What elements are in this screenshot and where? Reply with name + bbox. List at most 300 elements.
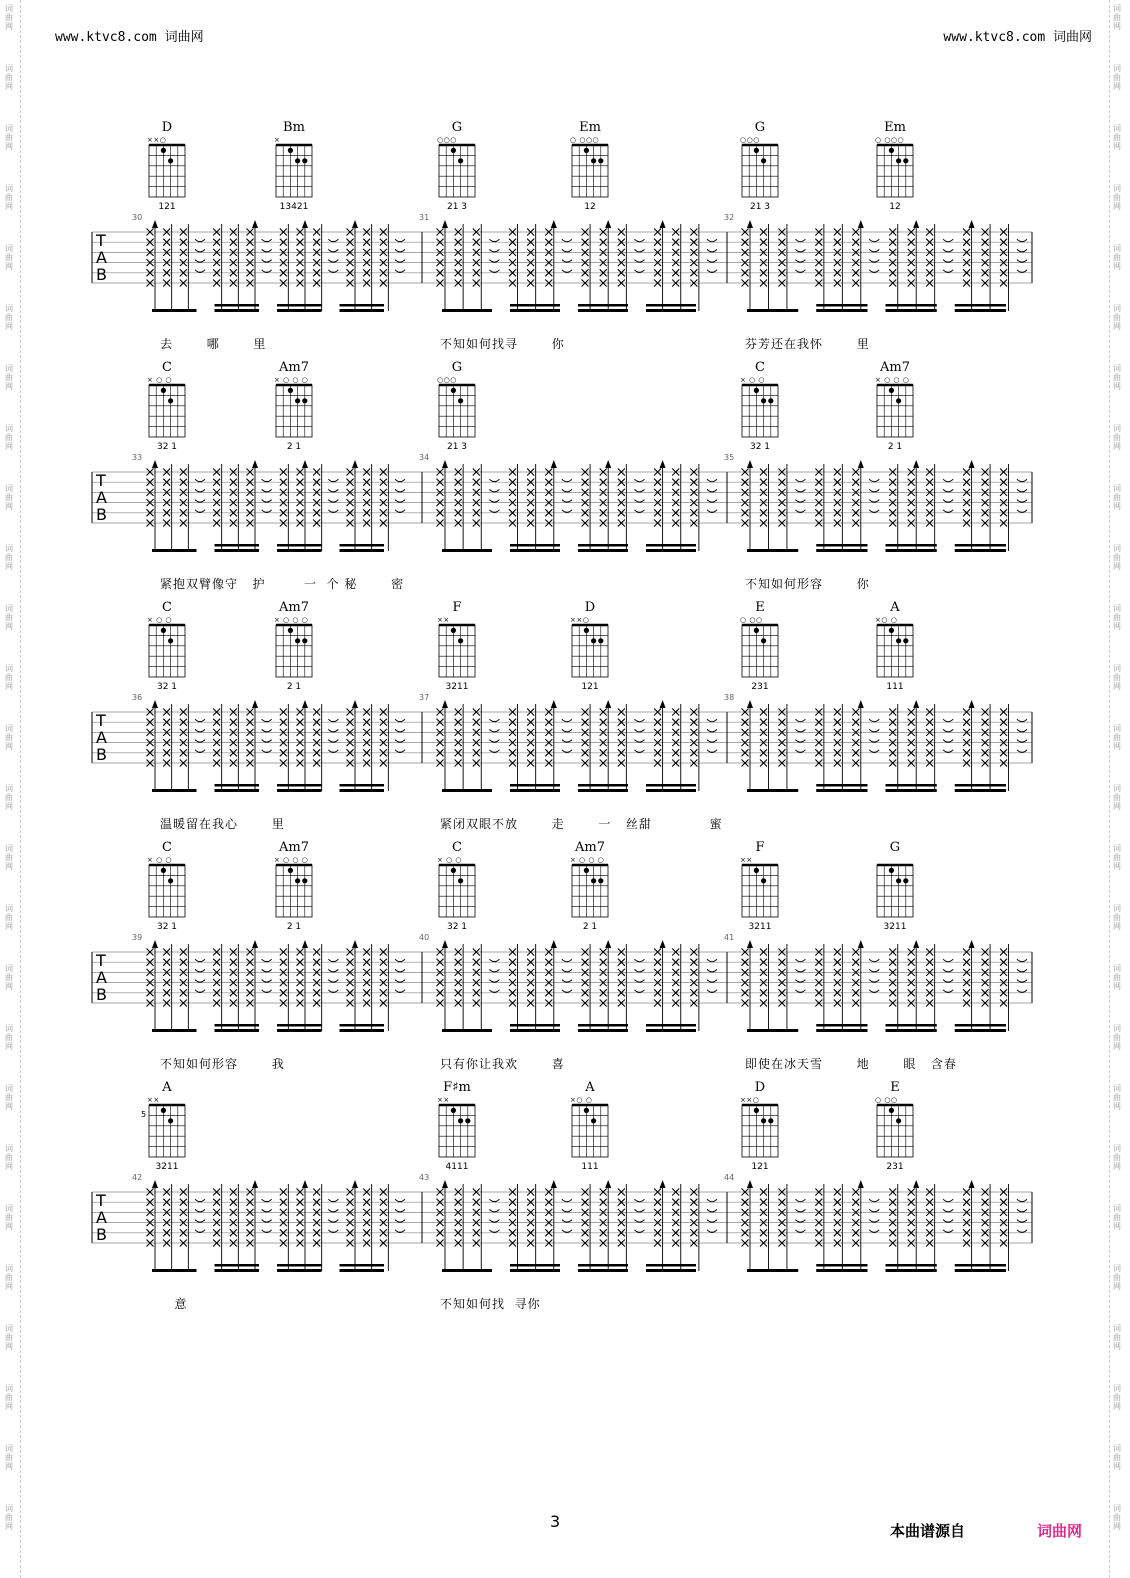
strum-column	[213, 224, 222, 311]
strum-column	[213, 704, 222, 791]
chord-diagram	[147, 600, 185, 692]
tie-mark	[328, 239, 338, 242]
beam	[955, 549, 1006, 552]
beam	[816, 309, 867, 312]
tie-mark	[195, 959, 205, 962]
watermark-text: 词 曲 网	[1113, 544, 1121, 571]
beam	[442, 1029, 492, 1032]
measure-number: 44	[724, 1173, 735, 1182]
strum-column	[280, 224, 289, 311]
strum-column	[1000, 464, 1009, 551]
watermark-text: 词 曲 网	[5, 1084, 13, 1111]
tie-mark	[395, 990, 405, 993]
strum-column	[654, 1180, 666, 1271]
lyric-line: 不知如何形容 你	[745, 577, 870, 591]
watermark-text: 词 曲 网	[1113, 244, 1121, 271]
chord-finger-dot	[889, 148, 894, 153]
beam	[152, 789, 197, 792]
chord-name: G	[889, 840, 901, 855]
strum-column	[795, 239, 805, 272]
measure-number: 42	[132, 1173, 143, 1182]
tie-mark	[795, 1230, 805, 1233]
tie-mark	[943, 270, 953, 273]
strum-column	[437, 940, 449, 1031]
tie-mark	[489, 740, 499, 743]
strum-arrow	[152, 460, 158, 468]
tie-mark	[634, 750, 644, 753]
tie-mark	[395, 1230, 405, 1233]
chord-grid	[572, 865, 608, 917]
tie-mark	[869, 719, 879, 722]
strum-column	[545, 460, 557, 551]
strum-column	[163, 1184, 172, 1271]
beam	[646, 1024, 696, 1027]
chord-diagram	[274, 840, 312, 932]
beam	[510, 789, 560, 792]
tie-mark	[1017, 249, 1027, 252]
chord-fingering: 121	[158, 202, 176, 212]
strum-column	[982, 944, 991, 1031]
strum-column	[963, 940, 975, 1031]
tie-mark	[795, 270, 805, 273]
strum-column	[562, 239, 572, 272]
beam	[215, 1029, 260, 1032]
strum-arrow	[302, 220, 308, 228]
chord-diagram	[740, 1080, 778, 1172]
chord-name: Bm	[283, 120, 305, 135]
chord-open-marks: × ○ ○	[147, 856, 173, 864]
strum-column	[437, 700, 449, 791]
watermark-text: 词 曲 网	[1113, 1324, 1121, 1351]
strum-column	[180, 704, 189, 791]
chord-finger-dot	[903, 878, 908, 883]
tie-mark	[707, 510, 717, 513]
tie-mark	[262, 1220, 272, 1223]
strum-column	[943, 959, 953, 992]
tie-mark	[634, 500, 644, 503]
chord-grid	[149, 625, 185, 677]
tie-mark	[1017, 239, 1027, 242]
watermark-text: 词 曲 网	[1113, 784, 1121, 811]
chord-finger-dot	[161, 868, 166, 873]
chord-fret-number: 5	[141, 1110, 147, 1119]
chord-finger-dot	[451, 388, 456, 393]
tie-mark	[562, 1220, 572, 1223]
strum-column	[195, 479, 205, 512]
strum-column	[742, 700, 754, 791]
tie-mark	[634, 1209, 644, 1212]
strum-column	[1017, 479, 1027, 512]
tie-mark	[489, 729, 499, 732]
strum-column	[509, 944, 518, 1031]
strum-column	[328, 239, 338, 272]
strum-column	[545, 940, 557, 1031]
beam	[215, 784, 260, 787]
strum-column	[545, 1180, 557, 1271]
tie-mark	[328, 249, 338, 252]
tie-mark	[869, 750, 879, 753]
chord-open-marks: × ○ ○	[147, 376, 173, 384]
strum-column	[380, 944, 389, 1031]
strum-arrow	[747, 940, 753, 948]
chord-fingering: 111	[886, 682, 904, 692]
beam	[886, 544, 937, 547]
beam	[340, 1029, 385, 1032]
tie-mark	[707, 239, 717, 242]
chord-finger-dot	[903, 638, 908, 643]
strum-arrow	[858, 220, 864, 228]
tie-mark	[395, 239, 405, 242]
strum-arrow	[442, 460, 448, 468]
beam	[215, 789, 260, 792]
strum-column	[230, 944, 239, 1031]
strum-arrow	[551, 1180, 557, 1188]
tie-mark	[943, 1230, 953, 1233]
strum-column	[869, 239, 879, 272]
measure-number: 31	[419, 213, 430, 222]
strum-column	[1000, 1184, 1009, 1271]
tab-clef-letter: A	[96, 248, 107, 267]
tie-mark	[195, 1209, 205, 1212]
chord-fingering: 21 3	[446, 442, 468, 452]
chord-finger-dot	[458, 398, 463, 403]
chord-grid	[439, 145, 475, 197]
chord-finger-dot	[598, 638, 603, 643]
watermark-text: 词 曲 网	[1113, 1504, 1121, 1531]
strum-arrow	[302, 460, 308, 468]
chord-grid	[572, 1105, 608, 1157]
strum-column	[742, 460, 754, 551]
tie-mark	[707, 969, 717, 972]
strum-arrow	[551, 940, 557, 948]
tie-mark	[869, 239, 879, 242]
tie-mark	[943, 1199, 953, 1202]
chord-grid	[439, 625, 475, 677]
chord-diagram	[437, 120, 475, 212]
strum-column	[690, 224, 699, 311]
chord-name: E	[890, 1080, 900, 1095]
chord-diagram	[877, 840, 913, 932]
tie-mark	[395, 980, 405, 983]
strum-column	[582, 224, 591, 311]
tie-mark	[395, 729, 405, 732]
beam	[578, 789, 628, 792]
strum-column	[869, 719, 879, 752]
strum-column	[634, 1199, 644, 1232]
strum-column	[280, 1184, 289, 1271]
tie-mark	[707, 740, 717, 743]
tie-mark	[707, 270, 717, 273]
tie-mark	[328, 980, 338, 983]
chord-name: A	[890, 600, 900, 615]
beam	[955, 309, 1006, 312]
tie-mark	[869, 990, 879, 993]
beam	[215, 1264, 260, 1267]
chord-name: G	[754, 120, 766, 135]
tie-mark	[634, 1230, 644, 1233]
tie-mark	[489, 980, 499, 983]
chord-fingering: 3211	[155, 1162, 179, 1172]
strum-column	[395, 479, 405, 512]
watermark-text: 词 曲 网	[1113, 1444, 1121, 1471]
tie-mark	[1017, 1209, 1027, 1212]
strum-column	[634, 479, 644, 512]
strum-column	[527, 704, 536, 791]
chord-diagram	[740, 120, 778, 212]
strum-column	[582, 1184, 591, 1271]
tie-mark	[262, 959, 272, 962]
strum-column	[1017, 1199, 1027, 1232]
chord-fingering: 4111	[445, 1162, 469, 1172]
tie-mark	[795, 980, 805, 983]
chord-grid	[877, 385, 913, 437]
tie-mark	[395, 479, 405, 482]
watermark-text: 词 曲 网	[5, 4, 13, 31]
tie-mark	[262, 719, 272, 722]
beam	[955, 1029, 1006, 1032]
beam	[955, 1264, 1006, 1267]
strum-column	[963, 1180, 975, 1271]
chord-finger-dot	[295, 158, 300, 163]
measure-number: 33	[132, 453, 143, 462]
tie-mark	[195, 270, 205, 273]
beam	[886, 1264, 937, 1267]
header-left[interactable]: www.ktvc8.com 词曲网	[55, 30, 204, 45]
tie-mark	[869, 729, 879, 732]
strum-arrow	[302, 700, 308, 708]
tie-mark	[943, 239, 953, 242]
strum-column	[795, 1199, 805, 1232]
beam	[442, 789, 492, 792]
tie-mark	[195, 1230, 205, 1233]
beam	[886, 1269, 937, 1272]
tie-mark	[328, 1199, 338, 1202]
watermark-text: 词 曲 网	[1113, 1384, 1121, 1411]
beam	[277, 784, 322, 787]
watermark-text: 词 曲 网	[1113, 1264, 1121, 1291]
strum-column	[395, 959, 405, 992]
tie-mark	[562, 959, 572, 962]
strum-column	[618, 704, 627, 791]
strum-column	[654, 700, 666, 791]
chord-open-marks: ○ ○○	[740, 616, 763, 624]
strum-column	[147, 1180, 159, 1271]
strum-column	[908, 220, 920, 311]
tie-mark	[1017, 1230, 1027, 1233]
tie-mark	[634, 1199, 644, 1202]
strum-arrow	[913, 460, 919, 468]
strum-column	[213, 1184, 222, 1271]
strum-column	[313, 944, 322, 1031]
beam	[816, 1264, 867, 1267]
strum-column	[654, 940, 666, 1031]
measure-number: 38	[724, 693, 735, 702]
strum-column	[489, 1199, 499, 1232]
tie-mark	[869, 1209, 879, 1212]
tie-mark	[869, 260, 879, 263]
chord-finger-dot	[889, 388, 894, 393]
beam	[340, 544, 385, 547]
beam	[886, 549, 937, 552]
chord-grid	[439, 865, 475, 917]
watermark-text: 词 曲 网	[5, 964, 13, 991]
chord-finger-dot	[288, 148, 293, 153]
chord-grid	[149, 1105, 185, 1157]
strum-column	[707, 959, 717, 992]
tie-mark	[869, 510, 879, 513]
chord-finger-dot	[584, 868, 589, 873]
strum-column	[869, 1199, 879, 1232]
chord-finger-dot	[896, 398, 901, 403]
beam	[152, 1029, 197, 1032]
strum-arrow	[352, 940, 358, 948]
strum-column	[634, 719, 644, 752]
watermark-text: 词 曲 网	[5, 664, 13, 691]
header-right[interactable]: www.ktvc8.com 词曲网	[943, 30, 1092, 45]
beam	[215, 304, 260, 307]
strum-column	[297, 460, 309, 551]
beam	[816, 544, 867, 547]
chord-name: Am7	[279, 360, 309, 375]
tie-mark	[707, 1220, 717, 1223]
chord-diagram	[740, 840, 778, 932]
tie-mark	[328, 729, 338, 732]
strum-column	[654, 220, 666, 311]
beam	[510, 309, 560, 312]
chord-open-marks: ○○○	[437, 376, 457, 384]
beam	[215, 309, 260, 312]
chord-diagram	[274, 360, 312, 452]
chord-grid	[742, 625, 778, 677]
tie-mark	[262, 969, 272, 972]
tie-mark	[489, 500, 499, 503]
chord-grid	[149, 145, 185, 197]
chord-diagram	[875, 120, 913, 212]
chord-diagram	[740, 360, 778, 452]
beam	[816, 1269, 867, 1272]
tie-mark	[562, 1209, 572, 1212]
strum-column	[834, 704, 843, 791]
chord-finger-dot	[598, 878, 603, 883]
strum-column	[1017, 719, 1027, 752]
chord-fingering: 111	[581, 1162, 599, 1172]
beam	[215, 1024, 260, 1027]
tie-mark	[1017, 729, 1027, 732]
tie-mark	[634, 980, 644, 983]
tie-mark	[328, 479, 338, 482]
chord-fingering: 32 1	[156, 442, 178, 452]
chord-open-marks: × ○ ○ ○	[274, 856, 309, 864]
tie-mark	[795, 489, 805, 492]
strum-column	[527, 944, 536, 1031]
tie-mark	[869, 740, 879, 743]
strum-column	[908, 460, 920, 551]
strum-column	[672, 1184, 681, 1271]
tab-clef-letter: A	[96, 488, 107, 507]
tie-mark	[562, 510, 572, 513]
tie-mark	[395, 1209, 405, 1212]
chord-finger-dot	[584, 628, 589, 633]
strum-column	[180, 224, 189, 311]
strum-column	[395, 1199, 405, 1232]
tie-mark	[869, 270, 879, 273]
strum-column	[380, 1184, 389, 1271]
measure-number: 30	[132, 213, 143, 222]
tie-mark	[634, 260, 644, 263]
chord-grid	[276, 145, 312, 197]
tab-clef-letter: B	[96, 745, 107, 764]
beam	[510, 304, 560, 307]
tab-system	[0, 1075, 1130, 1315]
strum-column	[297, 940, 309, 1031]
chord-grid	[572, 625, 608, 677]
tie-mark	[262, 249, 272, 252]
strum-column	[347, 1180, 359, 1271]
measure-number: 34	[419, 453, 430, 462]
chord-finger-dot	[161, 1108, 166, 1113]
strum-arrow	[152, 1180, 158, 1188]
tie-mark	[195, 969, 205, 972]
beam	[277, 549, 322, 552]
chord-finger-dot	[288, 388, 293, 393]
tie-mark	[395, 1220, 405, 1223]
beam	[646, 544, 696, 547]
tie-mark	[707, 719, 717, 722]
tie-mark	[262, 500, 272, 503]
strum-arrow	[152, 220, 158, 228]
tie-mark	[634, 489, 644, 492]
strum-column	[147, 220, 159, 311]
strum-column	[869, 959, 879, 992]
strum-column	[926, 464, 935, 551]
tie-mark	[489, 260, 499, 263]
tie-mark	[795, 510, 805, 513]
tie-mark	[195, 719, 205, 722]
beam	[510, 1029, 560, 1032]
chord-name: D	[754, 1080, 766, 1095]
tie-mark	[1017, 980, 1027, 983]
chord-finger-dot	[458, 158, 463, 163]
tie-mark	[869, 489, 879, 492]
chord-grid	[877, 625, 913, 677]
strum-arrow	[302, 1180, 308, 1188]
chord-finger-dot	[591, 158, 596, 163]
tie-mark	[562, 980, 572, 983]
lyric-line: 不知如何找 寻你	[440, 1297, 541, 1311]
tab-clef-letter: T	[96, 471, 106, 490]
footer-brand[interactable]: 词曲网	[1037, 1522, 1083, 1540]
strum-column	[760, 1184, 769, 1271]
strum-column	[230, 704, 239, 791]
chord-finger-dot	[295, 878, 300, 883]
beam	[816, 304, 867, 307]
lyric-line: 紧抱双臂像守 护 一 个 秘 密	[160, 577, 405, 591]
chord-fingering: 2 1	[286, 922, 302, 932]
lyric-line: 紧闭双眼不放 走 一 丝甜 蜜	[440, 817, 723, 831]
tab-clef-letter: B	[96, 265, 107, 284]
watermark-text: 词 曲 网	[5, 184, 13, 211]
tie-mark	[395, 249, 405, 252]
watermark-text: 词 曲 网	[5, 124, 13, 151]
tie-mark	[262, 239, 272, 242]
strum-column	[247, 700, 259, 791]
watermark-text: 词 曲 网	[5, 304, 13, 331]
chord-fingering: 2 1	[286, 442, 302, 452]
strum-column	[908, 700, 920, 791]
strum-column	[473, 464, 482, 551]
chord-diagram	[147, 360, 185, 452]
strum-column	[618, 944, 627, 1031]
